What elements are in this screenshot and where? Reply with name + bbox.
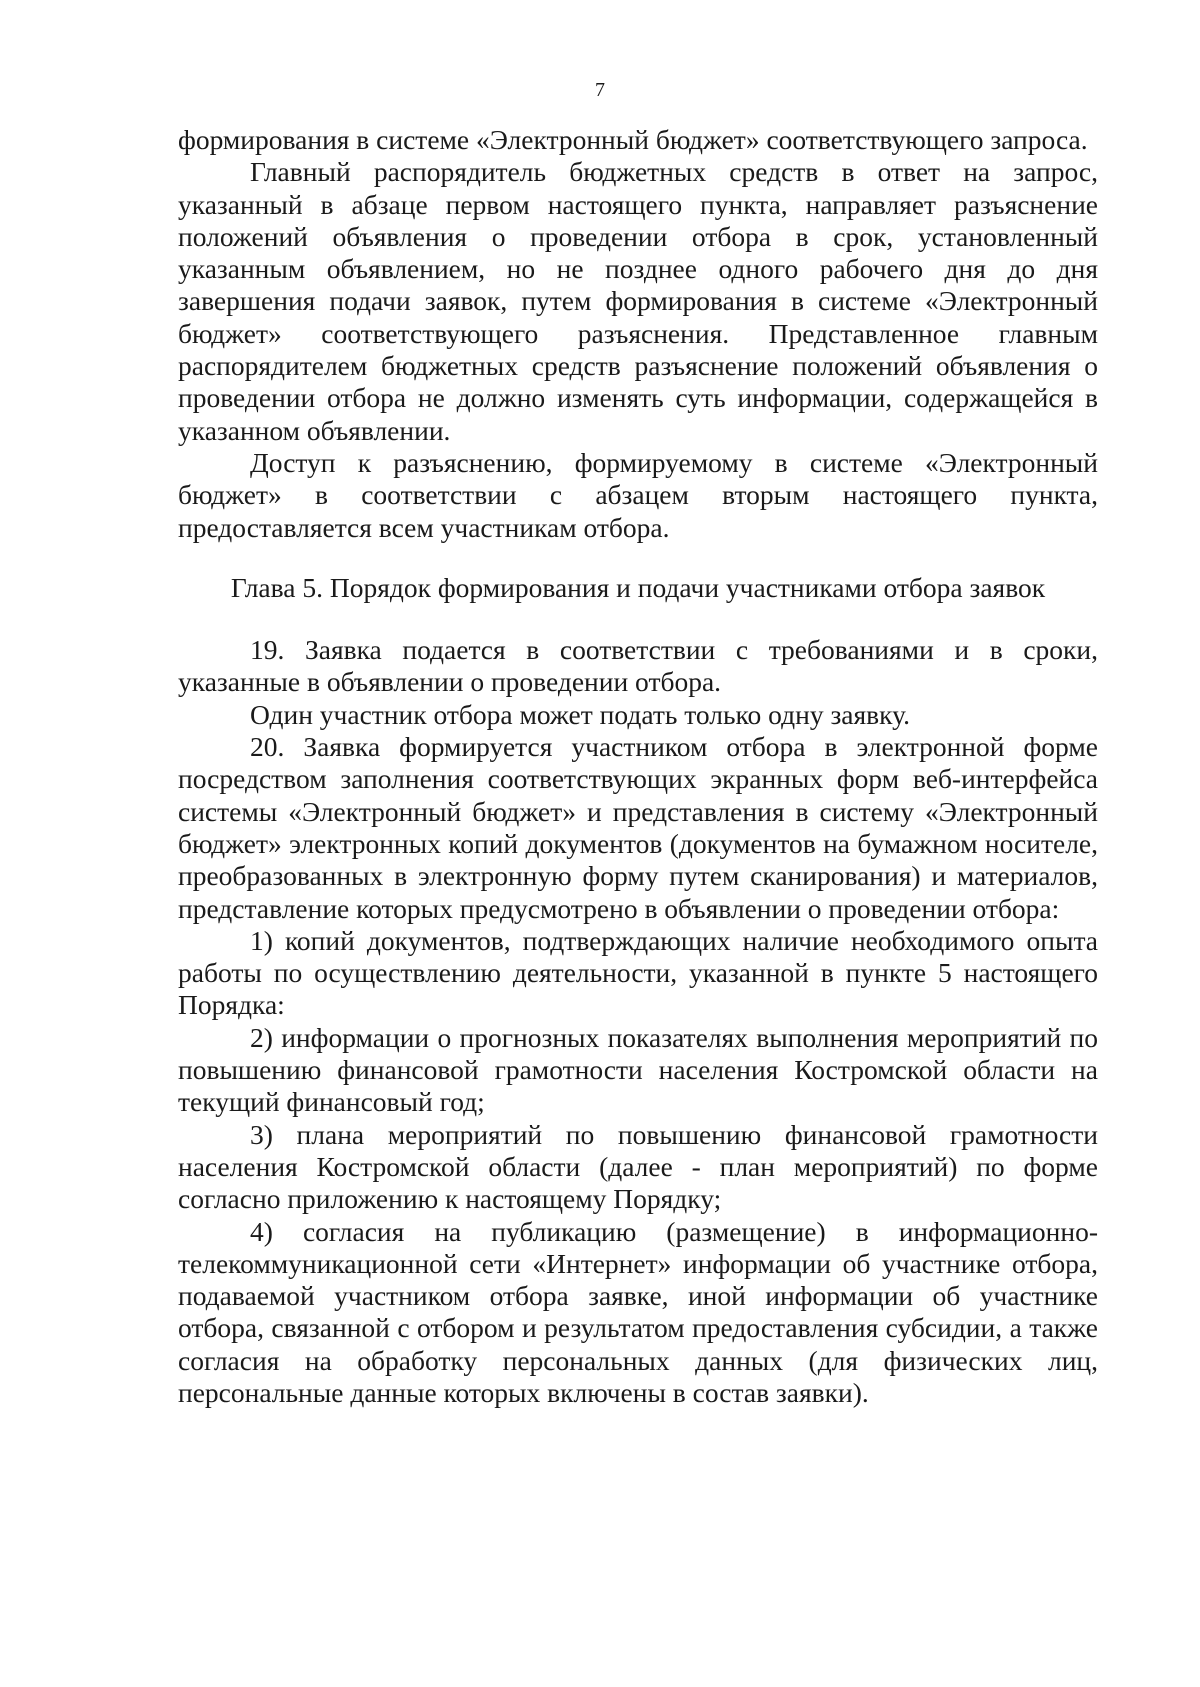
chapter-heading: Глава 5. Порядок формирования и подачи участниками отбора заявок xyxy=(230,571,1046,603)
document-body xyxy=(178,124,1098,1409)
list-item-4: 4) согласия на публикацию (размещение) в информационно-телекоммуникационной сети «Интернет» информации об участнике отбора, подаваемой участником отбора заявке, иной информации об участнике отбора, связанной с отбором и результатом предоставления субсидии, а также согласия на обработку персональных данных (для физических лиц, персональные данные которых включены в состав заявки). xyxy=(178,1215,1098,1408)
list-item-2: 2) информации о прогнозных показателях выполнения мероприятий по повышению финансовой грамотности населения Костромской области на текущий финансовый год; xyxy=(178,1021,1098,1118)
list-item-1: 1) копий документов, подтверждающих наличие необходимого опыта работы по осуществлению деятельности, указанной в пункте 5 настоящего Порядка: xyxy=(178,924,1098,1021)
paragraph-item-20: 20. Заявка формируется участником отбора в электронной форме посредством заполнения соответствующих экранных форм веб-интерфейса системы «Электронный бюджет» и представления в систему «Электронный бюджет» электронных копий документов (документов на бумажном носителе, преобразованных в электронную форму путем сканирования) и материалов, представление которых предусмотрено в объявлении о проведении отбора: xyxy=(178,731,1098,924)
paragraph: Главный распорядитель бюджетных средств в ответ на запрос, указанный в абзаце первом настоящего пункта, направляет разъяснение положений объявления о проведении отбора в срок, установленный указанным объявлением, но не позднее одного рабочего дня до дня завершения подачи заявок, путем формирования в системе «Электронный бюджет» соответствующего разъяснения. Представленное главным распорядителем бюджетных средств разъяснение положений объявления о проведении отбора не должно изменять суть информации, содержащейся в указанном объявлении. xyxy=(178,156,1098,446)
list-item-3: 3) плана мероприятий по повышению финансовой грамотности населения Костромской области (далее - план мероприятий) по форме согласно приложению к настоящему Порядку; xyxy=(178,1118,1098,1215)
paragraph-item-19: 19. Заявка подается в соответствии с требованиями и в сроки, указанные в объявлении о проведении отбора. xyxy=(178,634,1098,698)
page-number: 7 xyxy=(595,79,605,101)
paragraph: Один участник отбора может подать только одну заявку. xyxy=(250,698,910,730)
paragraph: Доступ к разъяснению, формируемому в системе «Электронный бюджет» в соответствии с абзацем вторым настоящего пункта, предоставляется всем участникам отбора. xyxy=(178,446,1098,543)
paragraph-continuation: формирования в системе «Электронный бюджет» соответствующего запроса. xyxy=(178,124,1088,155)
